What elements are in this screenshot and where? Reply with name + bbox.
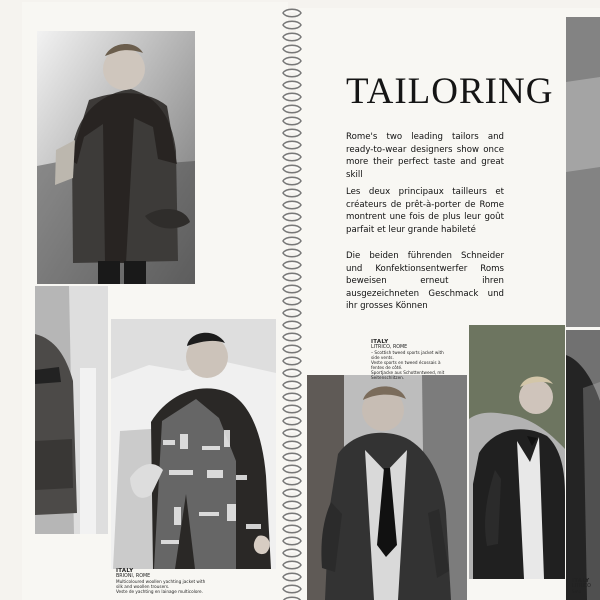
spiral-ring	[281, 584, 303, 594]
right-edge-photo	[566, 17, 600, 327]
spiral-ring	[281, 344, 303, 354]
spiral-ring	[281, 56, 303, 66]
caption-country: ITALY	[371, 339, 389, 345]
spiral-ring	[281, 596, 303, 600]
caption-country: ITALY	[572, 578, 590, 584]
spiral-ring	[281, 308, 303, 318]
caption-maker: LITRICO	[572, 584, 591, 589]
spiral-ring	[281, 524, 303, 534]
spiral-ring	[281, 296, 303, 306]
spiral-ring	[281, 464, 303, 474]
spiral-ring	[281, 452, 303, 462]
spiral-binding	[281, 0, 303, 600]
spiral-ring	[281, 152, 303, 162]
spiral-ring	[281, 284, 303, 294]
spiral-ring	[281, 476, 303, 486]
litrico-caption	[371, 340, 453, 380]
spiral-ring	[281, 44, 303, 54]
spiral-ring	[281, 356, 303, 366]
french-copy: Les deux principaux tailleurs et créateurs de prêt-à-porter de Rome montrent une fois de plus leur goût parfait et leur grande habileté	[346, 187, 504, 235]
caption-maker: LITRICO, ROME	[371, 345, 408, 350]
spiral-ring	[281, 188, 303, 198]
spiral-ring	[281, 572, 303, 582]
spiral-ring	[281, 404, 303, 414]
spiral-ring	[281, 392, 303, 402]
spiral-ring	[281, 548, 303, 558]
spiral-ring	[281, 332, 303, 342]
right-edge-caption	[572, 579, 598, 594]
caption-line: Veste de yachting en lainage multicolore.	[116, 589, 203, 594]
spiral-ring	[281, 380, 303, 390]
english-copy: Rome's two leading tailors and ready-to-wear designers show once more their perfect taste and great skill	[346, 132, 504, 180]
spiral-ring	[281, 164, 303, 174]
spiral-ring	[281, 224, 303, 234]
spiral-ring	[281, 488, 303, 498]
spiral-ring	[281, 128, 303, 138]
spiral-ring	[281, 32, 303, 42]
caption-line: Veste sports en tweed écossais à fentes de côté.	[371, 360, 441, 370]
german-copy: Die beiden führenden Schneider und Konfektionsentwerfer Roms beweisen erneut ihren ausgezeichneten Geschmack und ihr grosses Können	[346, 251, 504, 311]
spiral-ring	[281, 560, 303, 570]
spiral-ring	[281, 80, 303, 90]
spiral-ring	[281, 500, 303, 510]
spiral-ring	[281, 536, 303, 546]
spiral-ring	[281, 140, 303, 150]
spiral-ring	[281, 176, 303, 186]
spiral-ring	[281, 320, 303, 330]
spiral-ring	[281, 68, 303, 78]
caption-maker: BRIONI, ROME	[116, 574, 151, 579]
caption-line: Smo	[572, 589, 582, 594]
spiral-ring	[281, 512, 303, 522]
man-in-overcoat-photo	[37, 31, 195, 284]
caption-line: Sportjacke aus Schottentweed, mit Seitenschlitzen.	[371, 370, 445, 380]
caption-line: – Scottish tweed sports jacket with side vents.	[371, 350, 444, 360]
right-edge-lower-photo	[566, 330, 600, 600]
left-cropped-coat-photo	[35, 286, 108, 534]
spiral-ring	[281, 92, 303, 102]
spiral-ring	[281, 212, 303, 222]
spiral-ring	[281, 20, 303, 30]
spiral-ring	[281, 416, 303, 426]
spiral-ring	[281, 440, 303, 450]
spiral-ring	[281, 272, 303, 282]
spiral-ring	[281, 236, 303, 246]
spiral-ring	[281, 428, 303, 438]
spiral-ring	[281, 200, 303, 210]
spiral-ring	[281, 368, 303, 378]
spiral-ring	[281, 248, 303, 258]
spiral-ring	[281, 104, 303, 114]
spiral-ring	[281, 116, 303, 126]
caption-line: silk and woollen trousers.	[116, 584, 170, 589]
spiral-ring	[281, 260, 303, 270]
man-in-patterned-jacket-photo	[111, 319, 276, 569]
caption-country: ITALY	[116, 568, 134, 574]
brioni-caption	[116, 569, 208, 594]
spiral-ring	[281, 8, 303, 18]
man-in-tweed-jacket-photo	[307, 375, 467, 600]
page-headline: TAILORING	[346, 71, 554, 112]
caption-line: Multicoloured woollen yachting jacket with	[116, 579, 206, 584]
man-in-dark-suit-photo	[469, 325, 565, 579]
